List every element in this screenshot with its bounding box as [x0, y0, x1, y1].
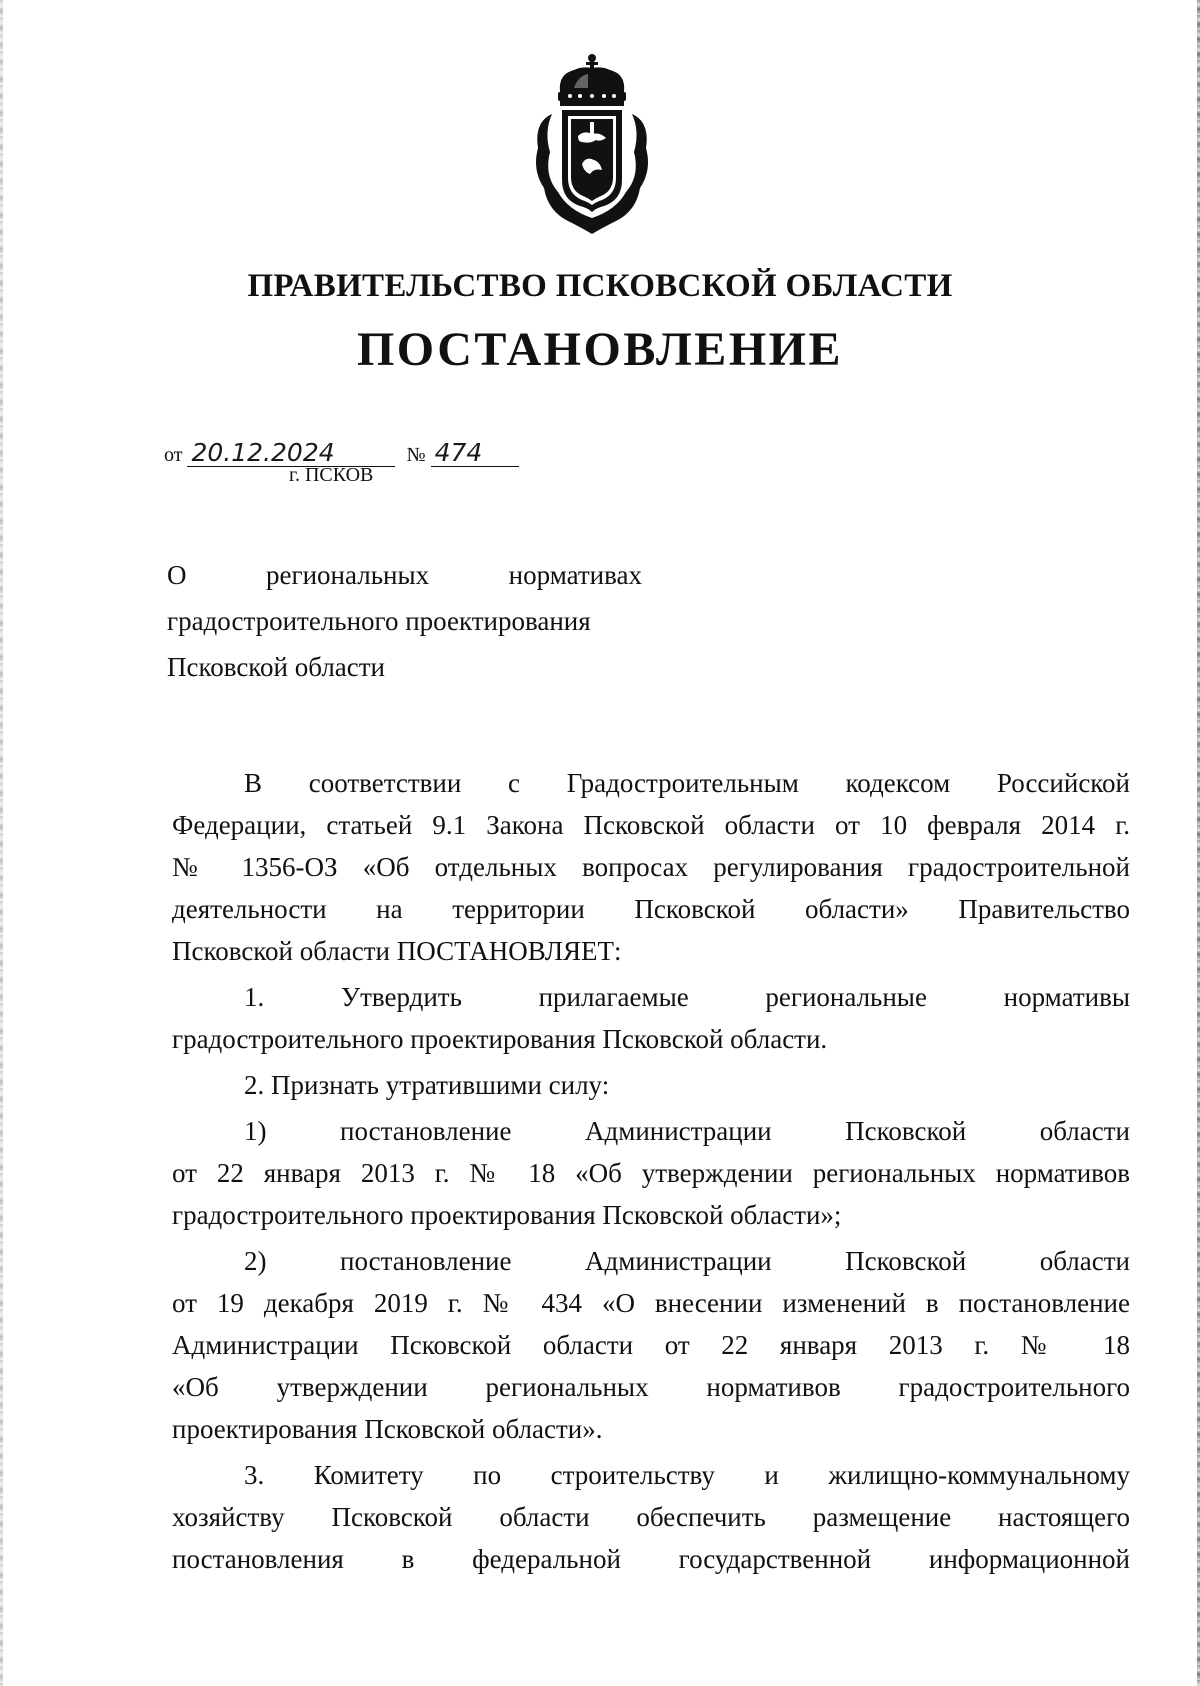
document-body — [172, 762, 1130, 1580]
body-line: «Об утверждении региональных нормативов градостроительного — [172, 1372, 1130, 1402]
body-line: от 22 января 2013 г. № 18 «Об утверждении региональных нормативов — [172, 1158, 1130, 1188]
body-line: Федерации, статьей 9.1 Закона Псковской области от 10 февраля 2014 г. — [172, 810, 1130, 840]
body-line: 2. Признать утратившими силу: — [244, 1070, 610, 1100]
document-subject — [167, 552, 642, 690]
body-line: 2) постановление Администрации Псковской области — [244, 1246, 1130, 1276]
subject-line: О региональных нормативах — [167, 560, 642, 590]
subject-line: Псковской области — [167, 652, 386, 682]
document-type-title: ПОСТАНОВЛЕНИЕ — [356, 323, 844, 376]
registration-line — [164, 440, 519, 467]
organization-title: ПРАВИТЕЛЬСТВО ПСКОВСКОЙ ОБЛАСТИ — [247, 268, 953, 304]
body-line: 1) постановление Администрации Псковской области — [244, 1116, 1130, 1146]
body-line: градостроительного проектирования Псковской области. — [172, 1024, 828, 1054]
number-prefix: № — [406, 444, 426, 466]
body-line: Администрации Псковской области от 22 января 2013 г. № 18 — [172, 1330, 1130, 1360]
body-line: постановления в федеральной государственной информационной — [172, 1544, 1130, 1574]
scan-edge-left — [0, 0, 3, 1686]
body-line: градостроительного проектирования Псковской области»; — [172, 1200, 842, 1230]
body-line: Псковской области ПОСТАНОВЛЯЕТ: — [172, 936, 622, 966]
subject-line: градостроительного проектирования — [167, 606, 591, 636]
body-line: 1. Утвердить прилагаемые региональные нормативы — [244, 982, 1130, 1012]
handwritten-date: 20.12.2024 — [187, 440, 395, 467]
body-line: № 1356-ОЗ «Об отдельных вопросах регулирования градостроительной — [172, 852, 1130, 882]
handwritten-number: 474 — [431, 440, 519, 467]
body-line: от 19 декабря 2019 г. № 434 «О внесении изменений в постановление — [172, 1288, 1130, 1318]
body-line: В соответствии с Градостроительным кодексом Российской — [244, 768, 1130, 798]
date-prefix: от — [164, 444, 183, 466]
body-line: проектирования Псковской области». — [172, 1414, 603, 1444]
city-label: г. ПСКОВ — [289, 464, 374, 486]
coat-of-arms-emblem — [530, 52, 654, 238]
body-line: хозяйству Псковской области обеспечить размещение настоящего — [172, 1502, 1130, 1532]
body-line: 3. Комитету по строительству и жилищно-коммунальному — [244, 1460, 1130, 1490]
body-line: деятельности на территории Псковской области» Правительство — [172, 894, 1130, 924]
